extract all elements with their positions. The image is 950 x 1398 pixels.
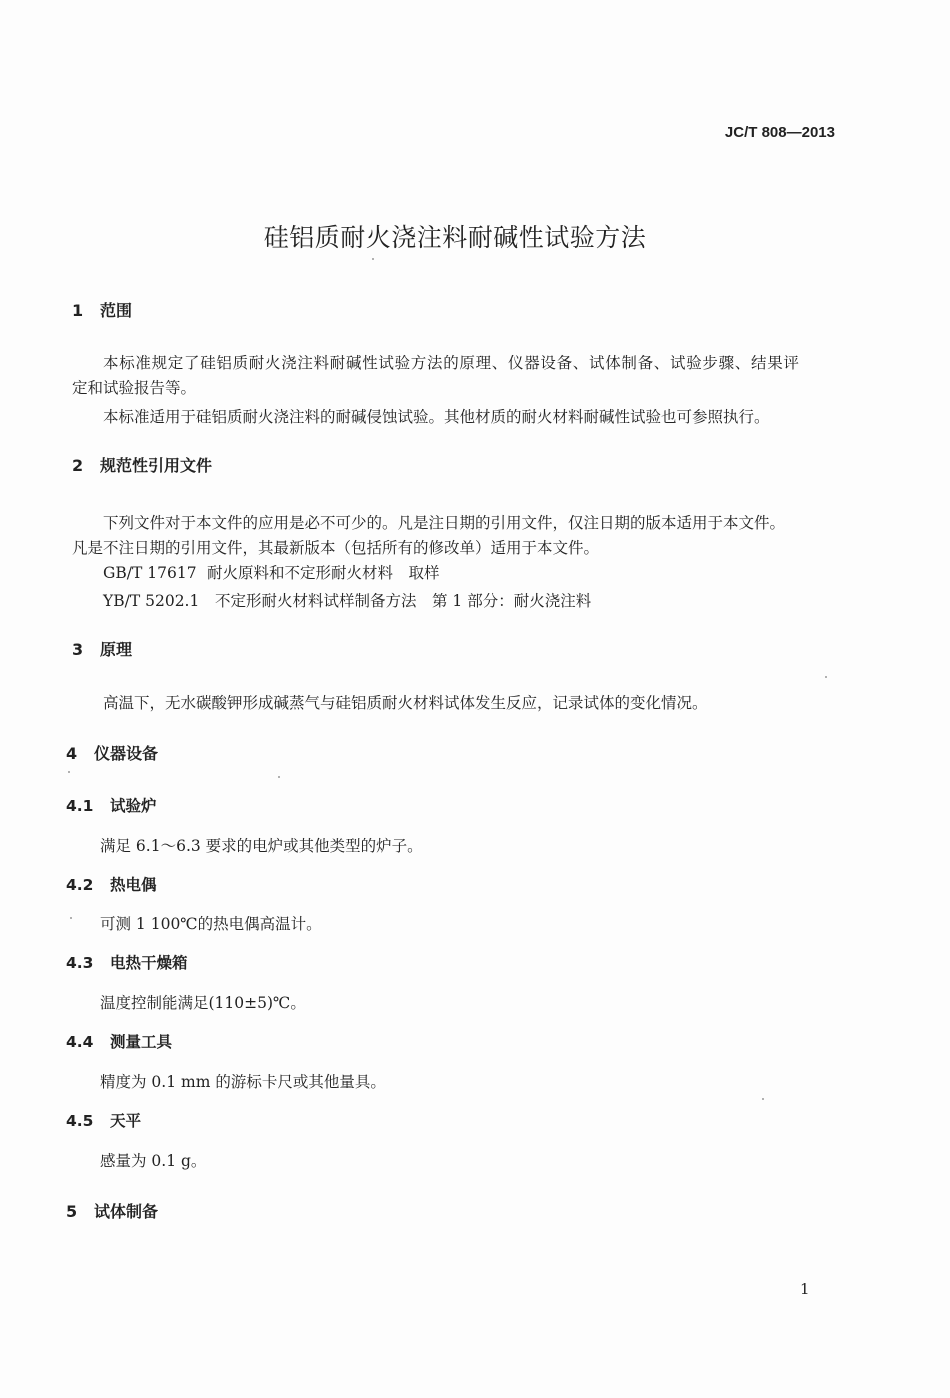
subsection-number: 4.5 bbox=[66, 1112, 94, 1130]
standard-number: JC/T 808—2013 bbox=[724, 124, 835, 141]
document-title: 硅铝质耐火浇注料耐碱性试验方法 bbox=[263, 223, 647, 252]
subsection-title: 天平 bbox=[110, 1112, 142, 1130]
section-number: 3 bbox=[72, 640, 84, 659]
subsection-text: 满足 6.1～6.3 要求的电炉或其他类型的炉子。 bbox=[100, 837, 423, 855]
paragraph-line: 本标准规定了硅铝质耐火浇注料耐碱性试验方法的原理、仪器设备、试体制备、试验步骤、结果评 bbox=[103, 354, 800, 372]
section-number: 5 bbox=[66, 1202, 78, 1221]
subsection-text: 精度为 0.1 mm 的游标卡尺或其他量具。 bbox=[100, 1073, 386, 1091]
subsection-4-2-heading bbox=[66, 873, 157, 895]
paragraph-line: 凡是不注日期的引用文件，其最新版本（包括所有的修改单）适用于本文件。 bbox=[72, 539, 600, 557]
section-5-heading bbox=[66, 1199, 158, 1222]
section-number: 1 bbox=[72, 301, 84, 320]
reference-code: GB/T 17617 bbox=[103, 564, 197, 582]
scan-speck bbox=[372, 258, 374, 260]
scan-speck bbox=[762, 1098, 764, 1100]
subsection-4-3-heading bbox=[66, 951, 188, 973]
section-2-heading bbox=[72, 453, 212, 476]
subsection-title: 热电偶 bbox=[110, 876, 157, 894]
subsection-title: 测量工具 bbox=[110, 1033, 173, 1051]
scan-speck bbox=[278, 776, 280, 778]
subsection-title: 试验炉 bbox=[110, 797, 157, 815]
section-title: 规范性引用文件 bbox=[100, 456, 213, 475]
section-title: 仪器设备 bbox=[94, 744, 159, 763]
subsection-number: 4.4 bbox=[66, 1033, 94, 1051]
subsection-number: 4.1 bbox=[66, 797, 94, 815]
subsection-text: 可测 1 100℃的热电偶高温计。 bbox=[100, 915, 322, 933]
paragraph-line: 定和试验报告等。 bbox=[72, 379, 197, 397]
section-number: 2 bbox=[72, 456, 84, 475]
subsection-number: 4.3 bbox=[66, 954, 94, 972]
scan-speck bbox=[68, 771, 70, 773]
section-1-heading bbox=[72, 298, 132, 321]
section-title: 范围 bbox=[100, 301, 133, 320]
scan-speck bbox=[70, 917, 72, 919]
paragraph-line: 本标准适用于硅铝质耐火浇注料的耐碱侵蚀试验。其他材质的耐火材料耐碱性试验也可参照执行。 bbox=[103, 408, 770, 426]
page-number: 1 bbox=[800, 1280, 810, 1298]
subsection-4-1-heading bbox=[66, 794, 157, 816]
reference-title: 耐火原料和不定形耐火材料 取样 bbox=[207, 564, 440, 582]
normative-reference bbox=[103, 589, 591, 611]
paragraph-line: 高温下，无水碳酸钾形成碱蒸气与硅铝质耐火材料试体发生反应，记录试体的变化情况。 bbox=[103, 694, 708, 712]
section-number: 4 bbox=[66, 744, 78, 763]
reference-title: 不定形耐火材料试样制备方法 第 1 部分：耐火浇注料 bbox=[215, 592, 592, 610]
subsection-title: 电热干燥箱 bbox=[110, 954, 188, 972]
normative-reference bbox=[103, 561, 440, 583]
reference-code: YB/T 5202.1 bbox=[103, 592, 200, 610]
scan-speck bbox=[825, 676, 827, 678]
subsection-text: 感量为 0.1 g。 bbox=[100, 1152, 207, 1170]
subsection-number: 4.2 bbox=[66, 876, 94, 894]
subsection-text: 温度控制能满足(110±5)℃。 bbox=[100, 994, 306, 1012]
section-title: 原理 bbox=[100, 640, 133, 659]
paragraph-line: 下列文件对于本文件的应用是必不可少的。凡是注日期的引用文件，仅注日期的版本适用于本文件。 bbox=[103, 514, 786, 532]
section-3-heading bbox=[72, 637, 132, 660]
subsection-4-5-heading bbox=[66, 1109, 141, 1131]
subsection-4-4-heading bbox=[66, 1030, 172, 1052]
section-title: 试体制备 bbox=[94, 1202, 159, 1221]
section-4-heading bbox=[66, 741, 158, 764]
